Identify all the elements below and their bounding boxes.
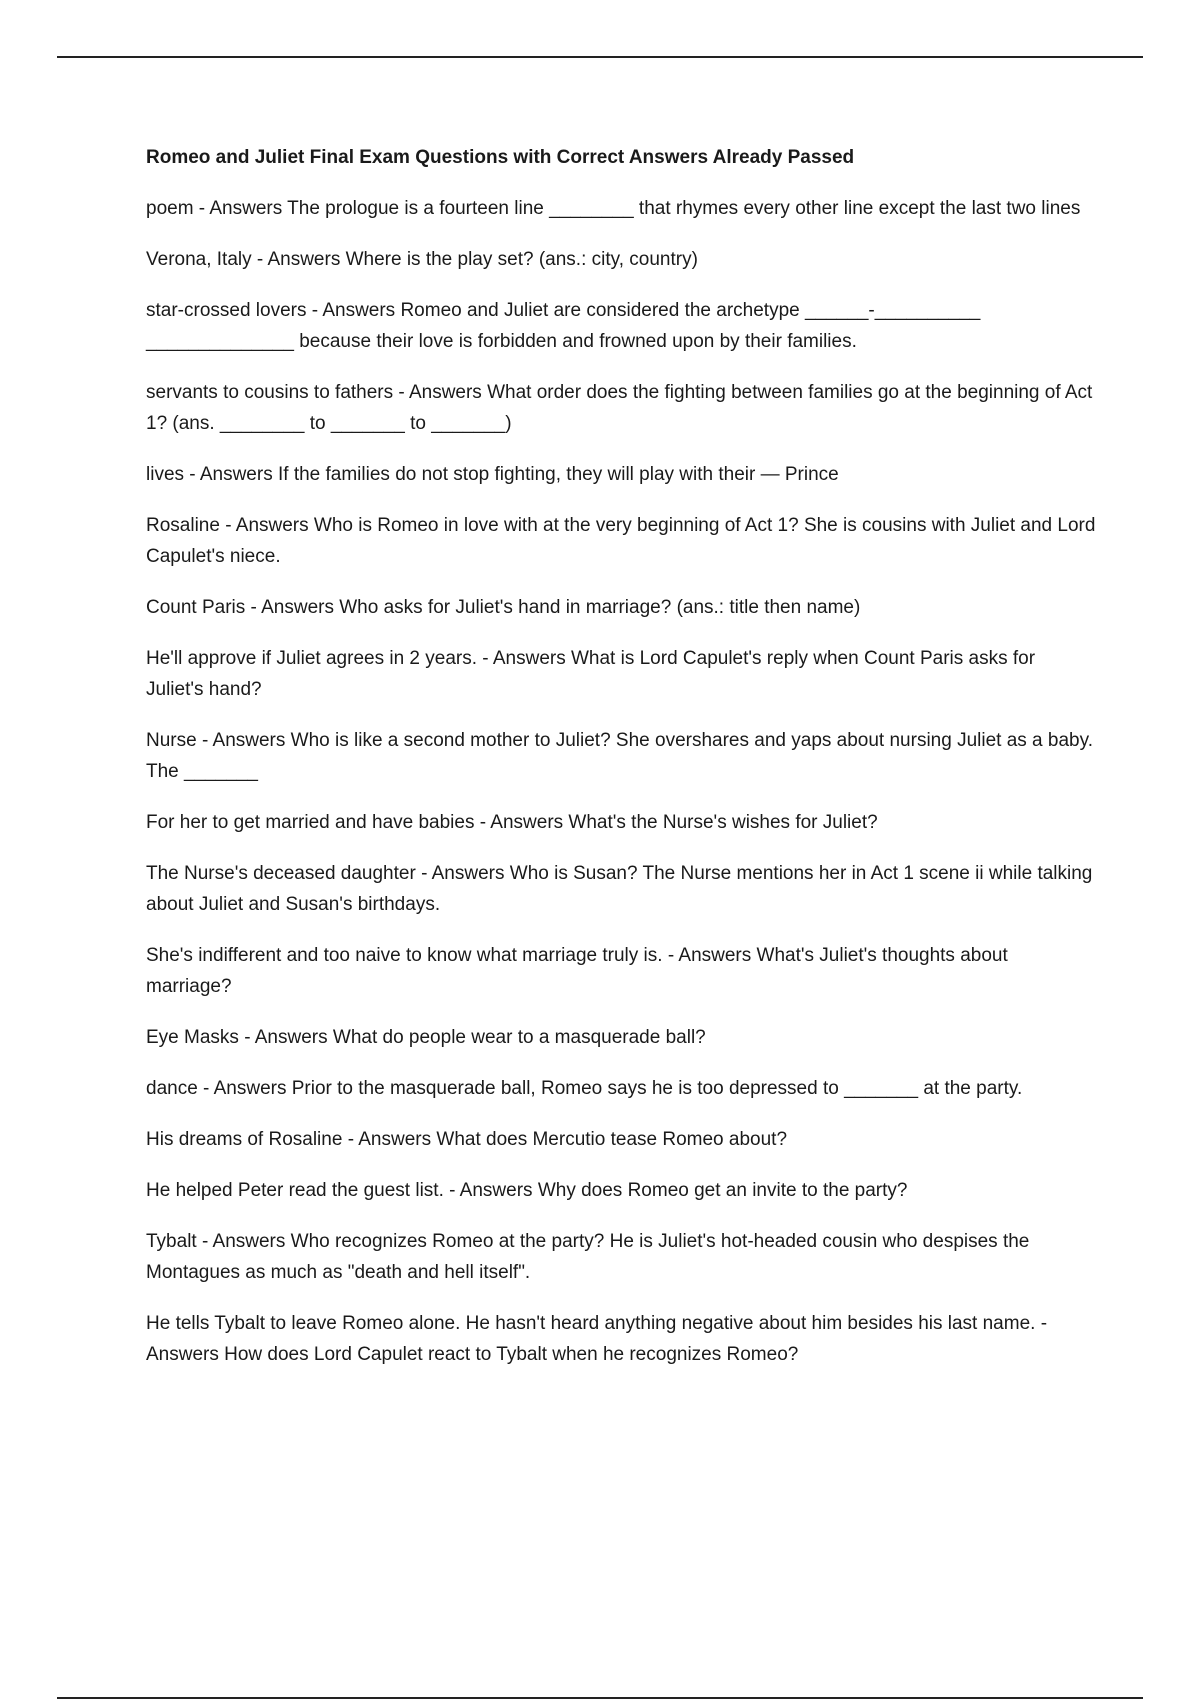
qa-entry: star-crossed lovers - Answers Romeo and Juliet are considered the archetype ______-__________ ______________ because their love is forbidden and frowned upon by their families. (146, 300, 981, 352)
qa-entry: The Nurse's deceased daughter - Answers Who is Susan? The Nurse mentions her in Act 1 scene ii while talking about Juliet and Susan's birthdays. (146, 863, 1093, 915)
qa-entry: dance - Answers Prior to the masquerade ball, Romeo says he is too depressed to _______ at the party. (146, 1078, 1023, 1099)
qa-entry: Tybalt - Answers Who recognizes Romeo at the party? He is Juliet's hot-headed cousin who despises the Montagues as much as "death and hell itself". (146, 1231, 1030, 1283)
qa-entry: poem - Answers The prologue is a fourteen line ________ that rhymes every other line except the last two lines (146, 198, 1081, 219)
qa-entry: He tells Tybalt to leave Romeo alone. He hasn't heard anything negative about him besides his last name. - Answers How does Lord Capulet react to Tybalt when he recognizes Romeo? (146, 1313, 1048, 1365)
top-divider (57, 56, 1143, 58)
qa-entry: He'll approve if Juliet agrees in 2 years. - Answers What is Lord Capulet's reply when Count Paris asks for Juliet's hand? (146, 648, 1036, 700)
qa-entry: For her to get married and have babies - Answers What's the Nurse's wishes for Juliet? (146, 812, 878, 833)
document-body (146, 143, 1096, 1390)
qa-entry: Rosaline - Answers Who is Romeo in love with at the very beginning of Act 1? She is cousins with Juliet and Lord Capulet's niece. (146, 515, 1096, 567)
qa-entry: Eye Masks - Answers What do people wear to a masquerade ball? (146, 1027, 706, 1048)
qa-entry: She's indifferent and too naive to know what marriage truly is. - Answers What's Juliet's thoughts about marriage? (146, 945, 1008, 997)
qa-entry: He helped Peter read the guest list. - Answers Why does Romeo get an invite to the party? (146, 1180, 908, 1201)
qa-entry: servants to cousins to fathers - Answers What order does the fighting between families go at the beginning of Act 1? (ans. ________ to _______ to _______) (146, 382, 1093, 434)
qa-entry: Verona, Italy - Answers Where is the play set? (ans.: city, country) (146, 249, 698, 270)
qa-list (146, 193, 1096, 1370)
qa-entry: His dreams of Rosaline - Answers What does Mercutio tease Romeo about? (146, 1129, 788, 1150)
qa-entry: lives - Answers If the families do not stop fighting, they will play with their — Prince (146, 464, 839, 485)
bottom-divider (57, 1697, 1143, 1699)
qa-entry: Count Paris - Answers Who asks for Juliet's hand in marriage? (ans.: title then name) (146, 597, 861, 618)
document-title: Romeo and Juliet Final Exam Questions with Correct Answers Already Passed (146, 147, 855, 168)
qa-entry: Nurse - Answers Who is like a second mother to Juliet? She overshares and yaps about nursing Juliet as a baby. The _______ (146, 730, 1093, 782)
